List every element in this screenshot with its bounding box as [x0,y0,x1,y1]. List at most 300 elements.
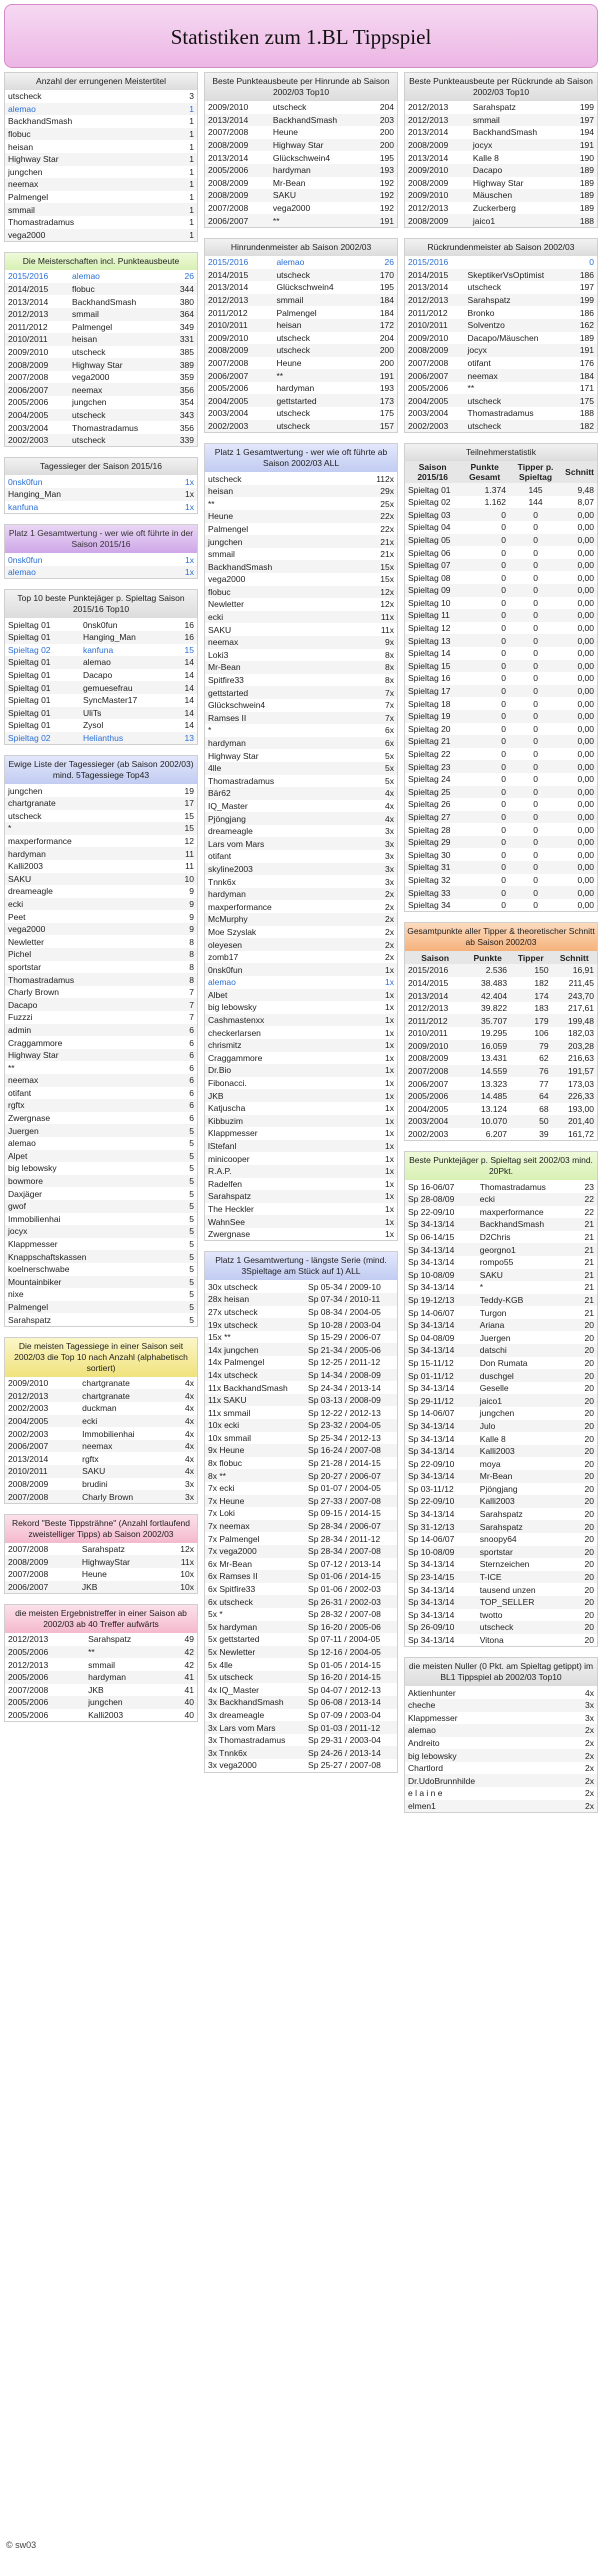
table-row [405,1077,597,1090]
table-row [205,1721,397,1734]
table-row [405,1294,597,1307]
table-row [5,90,197,103]
table-cell: 42 [170,1646,197,1659]
meiste_tagessiege-box [4,1337,198,1504]
table-cell: utscheck [276,332,310,343]
table-cell: 172 [367,319,397,332]
page-title: Statistiken zum 1.BL Tippspiel [4,4,598,68]
table-cell: 2008/2009 [5,1555,79,1568]
table-cell: heisan [205,485,349,498]
table-cell: 0 [533,723,538,734]
table-cell: * [208,725,212,736]
table-row [405,319,597,332]
table-cell: 2013/2014 [405,989,465,1002]
table-cell: 21 [584,1232,594,1243]
table-cell: Sp 16-06/07 [408,1181,455,1192]
table-cell: Sp 27-33 / 2007-08 [305,1495,397,1508]
table-row [205,812,397,825]
table-cell: Spieltag 20 [408,723,451,734]
table-cell: Spieltag 11 [405,609,460,622]
table-cell: 2006/2007 [5,1440,79,1453]
table-cell: 20 [584,1383,594,1394]
table-cell: 389 [169,358,197,371]
table-cell: 5 [189,1264,194,1275]
table-cell: 0,00 [577,849,594,860]
rueckrunde-header: Beste Punkteausbeute per Rückrunde ab Saison 2002/03 Top10 [405,73,597,101]
hinrunde-table [205,101,397,227]
table-cell: maxperformance [8,836,72,847]
table-cell: JKB [205,1089,349,1102]
table-cell: 21 [576,1243,597,1256]
table-cell: 68 [539,1103,549,1114]
table-cell: kanfuna [82,644,114,655]
table-row [405,697,597,710]
table-row [5,1543,197,1556]
column-header: Tipper [510,951,552,964]
table-cell: 21 [576,1269,597,1282]
table-row [405,1634,597,1647]
table-row [5,847,197,860]
table-row [205,420,397,433]
table-row [205,863,397,876]
table-cell: 0,00 [562,660,597,673]
table-cell: Sp 15-29 / 2006-07 [308,1332,381,1343]
table-row [5,1313,197,1326]
table-row [405,177,597,190]
table-row [205,1696,397,1709]
table-cell: Hanging_Man [80,631,173,644]
table-cell: 2002/2003 [405,420,465,433]
table-row [205,1014,397,1027]
table-cell: 2007/2008 [208,357,249,368]
table-row [5,923,197,936]
table-cell: Palmengel [276,307,317,318]
table-cell: Mountainbiker [5,1276,167,1289]
table-cell: 5 [167,1124,197,1137]
table-cell: 8 [167,948,197,961]
table-cell: 2015/2016 [405,964,465,977]
table-cell: Ramses II [205,712,349,725]
table-cell: 0,00 [562,886,597,899]
table-cell: hardyman [276,383,315,394]
table-cell: alemao [72,271,100,282]
table-row [205,1064,397,1077]
table-cell: 2x [349,888,397,901]
table-row [405,1737,597,1750]
table-row [405,1686,597,1699]
table-cell: 0 [460,861,509,874]
table-cell: Pjöngjang [205,812,349,825]
platz1all-box [204,443,398,1241]
table-row [205,1671,397,1684]
table-cell: Fuzzzi [8,1012,33,1023]
table-cell: zomb17 [208,952,239,963]
table-cell: Sp 34-13/14 [408,1282,455,1293]
table-cell: hardyman [270,164,369,177]
table-row [205,1545,397,1558]
table-cell: 2006/2007 [405,369,465,382]
table-cell: Sp 12-25 / 2011-12 [308,1357,381,1368]
table-row [405,1546,597,1559]
table-row [405,748,597,761]
table-cell: 380 [179,296,194,307]
table-cell: chrismitz [205,1039,349,1052]
table-cell: 5x [385,775,394,786]
table-row [405,1533,597,1546]
table-cell: 41 [170,1671,197,1684]
table-cell: 14 [184,720,194,731]
table-cell: 2005/2006 [405,1090,465,1103]
table-cell: 11x SAKU [205,1394,305,1407]
table-cell: Spieltag 06 [408,547,451,558]
table-cell: Sp 14-06/07 [408,1307,455,1318]
table-cell: 62 [539,1053,549,1064]
table-row [5,103,197,116]
table-row [5,203,197,216]
table-row [205,900,397,913]
platz1-header: Platz 1 Gesamtwertung - wer wie oft führte in der Saison 2015/16 [5,525,197,553]
table-cell: Fibonacci. [208,1078,247,1089]
table-cell: Sp 07-12 / 2013-14 [308,1558,381,1569]
table-cell: ** [270,214,369,227]
table-cell: 19.295 [481,1028,508,1039]
table-cell: SkeptikerVsOptimist [465,269,571,282]
table-cell: Sp 34-13/14 [408,1433,455,1444]
table-row [205,177,397,190]
copyright: © sw03 [6,2540,37,2550]
table-cell: Kalli2003 [477,1495,576,1508]
table-cell: 2006/2007 [5,1581,79,1594]
table-cell: lStefanl [205,1140,349,1153]
table-cell: Mr-Bean [205,661,349,674]
table-cell: 5 [189,1163,194,1174]
table-row [405,1699,597,1712]
table-row [405,382,597,395]
table-row [5,1684,197,1697]
table-row [405,344,597,357]
table-cell: Spieltag 01 [5,656,80,669]
table-row [5,358,197,371]
table-cell: 3x [385,851,394,862]
table-cell: 199,48 [552,1014,597,1027]
table-cell: Spieltag 24 [408,774,451,785]
table-row [5,1024,197,1037]
table-row [405,811,597,824]
table-cell: oleyesen [205,938,349,951]
table-cell: Spieltag 29 [405,836,460,849]
table-row [205,1152,397,1165]
table-cell: 14x Palmengel [208,1357,265,1368]
table-cell: 2015/2016 [408,257,449,268]
table-row [5,1658,197,1671]
table-cell: BackhandSmash [477,1218,576,1231]
table-cell: Sp 29-31 / 2003-04 [308,1735,381,1746]
table-cell: georgno1 [477,1243,576,1256]
table-cell: 4x [173,1415,197,1428]
table-cell: Spieltag 23 [405,760,460,773]
table-cell: utscheck [477,1621,576,1634]
table-cell: 0 [460,811,509,824]
table-cell: 2002/2003 [8,1403,49,1414]
table-cell: Ariana [477,1319,576,1332]
hinrundenmeister-header: Hinrundenmeister ab Saison 2002/03 [205,239,397,256]
table-cell: 5x gettstarted [208,1634,260,1645]
table-row [405,874,597,887]
ewige-table [5,784,197,1326]
table-cell: 2009/2010 [8,1378,49,1389]
table-row [405,189,597,202]
table-cell: Spieltag 08 [408,572,451,583]
table-cell: 0,00 [577,673,594,684]
table-cell: 175 [379,408,394,419]
table-cell: 20 [584,1357,594,1368]
table-cell: Zwergnase [208,1229,251,1240]
table-cell: Sp 22-09/10 [408,1458,455,1469]
table-row [205,256,397,269]
table-cell: 4lle [205,762,349,775]
table-cell: 3x Thomastradamus [208,1735,286,1746]
table-cell: e l a i n e [408,1788,443,1799]
table-cell: 2008/2009 [205,189,270,202]
table-cell: 21x [349,535,397,548]
column-middle [204,72,398,1783]
table-cell: 1 [172,128,197,141]
table-row [405,609,597,622]
table-cell: 14 [173,656,197,669]
table-cell: 188 [579,408,594,419]
table-cell: 28x heisan [205,1293,305,1306]
table-cell: 15 [167,822,197,835]
table-cell: 8 [189,961,194,972]
table-cell: 20 [584,1483,594,1494]
table-cell: hardyman [85,1671,170,1684]
table-cell: 2012/2013 [5,308,69,321]
table-cell: 3x BackhandSmash [205,1696,305,1709]
table-cell: Dacapo/Mäuschen [467,332,539,343]
table-row [205,1734,397,1747]
table-row [205,963,397,976]
table-cell: 16.059 [465,1040,510,1053]
table-cell: sportstar [477,1546,576,1559]
table-cell: 0 [533,824,538,835]
table-cell: Sp 34-13/14 [405,1218,477,1231]
table-cell: 1x [145,566,197,579]
table-row [205,472,397,485]
table-cell: 2014/2015 [5,283,69,296]
table-cell: big lebowsky [405,1749,564,1762]
table-cell: Sarahspatz [81,1544,125,1555]
table-cell: 0,00 [562,508,597,521]
table-cell: 170 [367,269,397,282]
niedrigste-box [4,1604,198,1722]
table-cell: 0 [509,508,562,521]
table-cell: 0 [501,547,506,558]
table-cell: 0 [460,559,509,572]
table-row [205,151,397,164]
table-cell: 0 [460,735,509,748]
table-cell: Sp 10-08/09 [405,1546,477,1559]
table-row [405,534,597,547]
table-cell: 217,61 [568,1003,594,1014]
table-cell: 14 [184,695,194,706]
table-row [5,1671,197,1684]
table-cell: 2012/2013 [408,1003,449,1014]
platz1all-table [205,472,397,1240]
table-cell: 10x [165,1581,197,1594]
table-row [5,1490,197,1503]
column-header: Punkte [465,951,510,964]
table-row [205,1280,397,1293]
table-cell: 1x [349,1165,397,1178]
table-row [405,660,597,673]
table-row [205,1331,397,1344]
table-cell: 0 [501,824,506,835]
table-cell: 21 [584,1282,594,1293]
table-cell: 1x [385,1078,394,1089]
table-row [405,1774,597,1787]
table-cell: Cashmastenxx [205,1014,349,1027]
table-cell: Sp 23-14/15 [405,1571,477,1584]
table-row [205,357,397,370]
table-cell: Sp 05-34 / 2009-10 [308,1281,381,1292]
table-cell: 3x [173,1490,197,1503]
table-cell: 0,00 [562,584,597,597]
table-cell: Thomastradamus [72,422,139,433]
table-row [5,383,197,396]
table-cell: neemax [5,178,172,191]
table-cell: utscheck [273,269,367,282]
table-cell: Spieltag 01 [8,619,51,630]
table-cell: 144 [528,497,543,508]
table-cell: 5x * [208,1609,223,1620]
table-cell: 1 [172,153,197,166]
table-cell: 4x [185,1378,194,1389]
table-row [205,382,397,395]
table-cell: rompo55 [479,1257,514,1268]
table-row [205,1394,397,1407]
table-cell: 0 [460,786,509,799]
table-cell: Sp 34-13/14 [408,1383,455,1394]
table-cell: 2008/2009 [8,1478,49,1489]
table-row [405,1787,597,1800]
table-cell: Sp 10-28 / 2003-04 [305,1318,397,1331]
table-row [5,475,197,488]
table-cell: 0 [509,609,562,622]
table-cell: 0,00 [577,774,594,785]
table-cell: 2004/2005 [405,394,465,407]
table-cell: ecki [79,1415,173,1428]
table-cell: rgftx [82,1453,99,1464]
table-row [5,885,197,898]
table-cell: 2004/2005 [408,1103,449,1114]
table-cell: 0 [509,836,562,849]
table-cell: D2Chris [479,1232,511,1243]
table-cell: * [5,822,167,835]
table-cell: 40 [170,1696,197,1709]
table-cell: 2005/2006 [5,1671,85,1684]
table-row [205,1495,397,1508]
table-cell: 49 [184,1634,194,1645]
table-cell: 1x [349,1215,397,1228]
rekord-box [4,1514,198,1594]
table-cell: 25x [380,498,394,509]
table-cell: 4x [349,812,397,825]
table-cell: Sp 28-34 / 2007-08 [305,1545,397,1558]
table-cell: otifant [208,851,232,862]
table-cell: 1 [189,217,194,228]
table-cell: 15x [380,574,394,585]
table-row [405,1483,597,1496]
table-cell: Palmengel [5,1301,167,1314]
table-cell: BackhandSmash [270,114,369,127]
table-cell: Sp 01-06 / 2014-15 [305,1570,397,1583]
table-cell: Sarahspatz [479,1509,523,1520]
table-cell: Sp 28-32 / 2007-08 [308,1609,381,1620]
table-cell: 0 [509,811,562,824]
table-cell: Highway Star [208,750,259,761]
table-row [405,1357,597,1370]
table-cell: alemao [80,656,173,669]
teilnehmer-box [404,443,598,912]
table-cell: 0 [460,609,509,622]
table-cell: SAKU [477,1269,576,1282]
table-row [405,1369,597,1382]
table-cell: Sp 34-13/14 [405,1596,477,1609]
table-cell: Kalli2003 [88,1710,124,1721]
table-row [405,114,597,127]
table-cell: 4x [185,1403,194,1414]
table-cell: 188 [569,214,597,227]
table-cell: Heune [276,357,302,368]
table-cell: alemao [208,977,236,988]
table-row [405,559,597,572]
table-row [405,1762,597,1775]
table-cell: jungchen [205,535,349,548]
platz1-box [4,524,198,579]
table-cell: 0 [460,634,509,647]
table-row [205,1140,397,1153]
table-cell: Spieltag 30 [408,849,451,860]
table-cell: 2008/2009 [405,214,470,227]
table-cell: Sp 34-13/14 [408,1584,455,1595]
table-cell: Spieltag 01 [8,720,51,731]
table-cell: Helianthus [80,732,173,745]
table-cell: 0,00 [562,710,597,723]
table-cell: 1x [185,501,194,512]
table-cell: 3x [349,863,397,876]
table-cell: 6 [189,1062,194,1073]
table-cell: 76 [510,1065,552,1078]
table-cell: 20 [584,1559,594,1570]
table-row [205,306,397,319]
table-cell: 0,00 [562,609,597,622]
table-cell: Zysol [82,720,104,731]
table-row [5,295,197,308]
table-cell: 22 [584,1206,594,1217]
table-cell: 1x [349,1140,397,1153]
table-row [405,1269,597,1282]
table-row [5,501,197,514]
table-row [5,178,197,191]
table-cell: Sp 28-34 / 2006-07 [305,1520,397,1533]
table-cell: 13.323 [481,1078,508,1089]
table-cell: 0 [460,836,509,849]
table-cell: Sp 04-07 / 2012-13 [308,1684,381,1695]
table-cell: 2x [385,952,394,963]
hinrunde-box [204,72,398,228]
table-row [405,773,597,786]
table-cell: Charly Brown [79,1490,173,1503]
